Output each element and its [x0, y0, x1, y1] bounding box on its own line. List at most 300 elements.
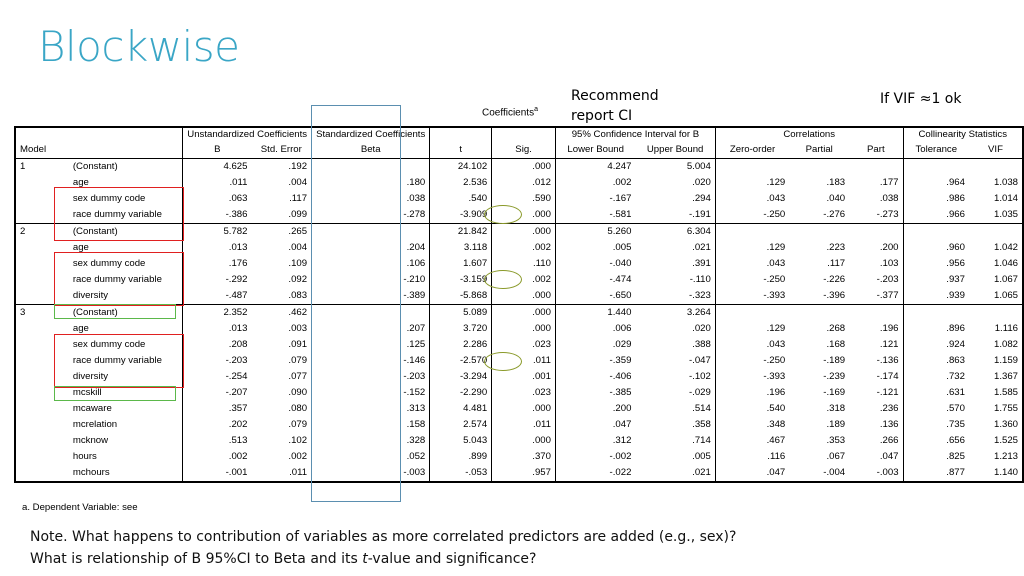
cell-model — [15, 385, 59, 401]
cell-part: -.377 — [876, 290, 899, 301]
cell-beta: .328 — [312, 433, 430, 449]
cell-vif: 1.067 — [993, 274, 1018, 285]
cell-b: -.207 — [183, 385, 252, 401]
header-model: Model — [15, 142, 183, 159]
cell-model — [15, 321, 59, 337]
cell-model: 2 — [15, 224, 59, 241]
cell-var: age — [72, 323, 89, 334]
cell-upper: .005 — [692, 451, 711, 462]
cell-sig: .000 — [492, 305, 556, 322]
cell-vif — [969, 159, 1023, 176]
cell-lower: .005 — [555, 240, 635, 256]
cell-partial — [789, 159, 849, 176]
cell-upper: -.110 — [689, 274, 711, 285]
header-sig: Sig. — [492, 142, 556, 159]
cell-tol: .896 — [903, 321, 969, 337]
cell-t: 24.102 — [430, 159, 492, 176]
cell-upper: .714 — [692, 435, 711, 446]
header-correlations: Correlations — [715, 127, 903, 142]
cell-model — [15, 288, 59, 305]
cell-model — [15, 256, 59, 272]
table-title-sup: a — [534, 106, 538, 113]
cell-zero: -.250 — [715, 272, 789, 288]
cell-t: -3.159 — [430, 272, 492, 288]
cell-se: .090 — [288, 387, 308, 398]
cell-model — [15, 272, 59, 288]
cell-se: .102 — [288, 435, 308, 446]
cell-t: 5.089 — [430, 305, 492, 322]
cell-t: -3.294 — [430, 369, 492, 385]
cell-t: 2.536 — [430, 175, 492, 191]
model3-diversity-highlight — [54, 386, 176, 401]
header-unstandardized: Unstandardized Coefficients — [183, 127, 312, 142]
cell-tol: .631 — [903, 385, 969, 401]
cell-t: -5.868 — [430, 288, 492, 305]
cell-lower: 5.260 — [555, 224, 635, 241]
cell-b: 5.782 — [183, 224, 252, 241]
cell-sig: .023 — [492, 337, 556, 353]
cell-b: 2.352 — [183, 305, 252, 322]
cell-zero: .047 — [715, 465, 789, 482]
cell-var: mcrelation — [72, 419, 118, 430]
cell-beta: -.278 — [312, 207, 430, 224]
cell-vif: 1.360 — [993, 419, 1018, 430]
cell-vif: 1.038 — [993, 177, 1018, 188]
header-blank — [15, 127, 183, 142]
cell-lower: .029 — [555, 337, 635, 353]
cell-tol: .732 — [903, 369, 969, 385]
cell-zero — [715, 159, 789, 176]
cell-var: race dummy variable — [72, 209, 162, 220]
cell-part: -.174 — [876, 371, 899, 382]
cell-tol: .964 — [903, 175, 969, 191]
cell-var: diversity — [72, 371, 109, 382]
cell-t: -2.290 — [430, 385, 492, 401]
cell-upper: .388 — [692, 339, 711, 350]
note-line-1: Note. What happens to contribution of variables as more correlated predictors are added (e.g., sex)? — [30, 529, 737, 545]
cell-partial: .318 — [826, 403, 846, 414]
table-row — [15, 417, 1023, 433]
cell-part: -.121 — [876, 387, 899, 398]
bottom-note — [30, 526, 736, 570]
header-ci: 95% Confidence Interval for B — [555, 127, 715, 142]
cell-part — [849, 305, 903, 322]
cell-lower: -.359 — [555, 353, 635, 369]
cell-partial — [789, 305, 849, 322]
cell-lower: -.474 — [555, 272, 635, 288]
cell-tol: .735 — [903, 417, 969, 433]
cell-vif — [969, 224, 1023, 241]
header-b: B — [183, 142, 252, 159]
cell-se: .092 — [288, 274, 308, 285]
cell-upper: .021 — [692, 467, 711, 478]
cell-part: .038 — [879, 193, 899, 204]
sig-circle-model1 — [484, 205, 522, 224]
cell-partial: .189 — [826, 419, 846, 430]
cell-tol: .877 — [903, 465, 969, 482]
cell-lower: -.581 — [555, 207, 635, 224]
cell-sig: .000 — [492, 288, 556, 305]
cell-vif: 1.035 — [993, 209, 1018, 220]
cell-beta: .180 — [312, 175, 430, 191]
cell-vif: 1.140 — [993, 467, 1018, 478]
cell-se: .192 — [288, 161, 308, 172]
cell-tol: .937 — [903, 272, 969, 288]
cell-sig: .000 — [492, 207, 556, 224]
cell-se: .462 — [251, 305, 311, 322]
cell-se: .080 — [288, 403, 308, 414]
cell-beta: -.152 — [312, 385, 430, 401]
cell-zero — [715, 224, 789, 241]
cell-zero: .043 — [715, 256, 789, 272]
cell-t: 5.043 — [430, 433, 492, 449]
cell-vif — [969, 305, 1023, 322]
cell-var: diversity — [72, 290, 109, 301]
cell-beta: .038 — [312, 191, 430, 207]
recommend-note: Recommend report CI — [571, 88, 659, 124]
cell-sig: .002 — [492, 240, 556, 256]
cell-model — [15, 369, 59, 385]
model2-diversity-highlight — [54, 304, 176, 319]
header-collinearity: Collinearity Statistics — [903, 127, 1023, 142]
cell-lower: -.040 — [555, 256, 635, 272]
cell-var: (Constant) — [72, 161, 118, 172]
cell-partial: .067 — [826, 451, 846, 462]
cell-part: .196 — [879, 323, 899, 334]
cell-model — [15, 353, 59, 369]
cell-se: .011 — [289, 467, 308, 478]
cell-upper: 5.004 — [686, 161, 711, 172]
header-lower-bound: Lower Bound — [555, 142, 635, 159]
cell-se: .109 — [288, 258, 308, 269]
cell-lower: .047 — [555, 417, 635, 433]
cell-var: age — [72, 177, 89, 188]
cell-beta: .204 — [312, 240, 430, 256]
cell-upper: .020 — [692, 323, 711, 334]
cell-sig: .011 — [492, 417, 556, 433]
cell-se: .091 — [288, 339, 308, 350]
cell-model — [15, 175, 59, 191]
cell-part: .177 — [879, 177, 899, 188]
cell-vif: 1.755 — [993, 403, 1018, 414]
cell-zero: .467 — [715, 433, 789, 449]
cell-zero: .129 — [715, 175, 789, 191]
cell-t: 3.720 — [430, 321, 492, 337]
cell-part: .121 — [879, 339, 899, 350]
cell-model — [15, 191, 59, 207]
cell-se: .002 — [288, 451, 308, 462]
header-standardized: Standardized Coefficients — [312, 127, 430, 142]
cell-upper: -.191 — [688, 209, 711, 220]
cell-t: 21.842 — [430, 224, 492, 241]
cell-b: -.292 — [183, 272, 252, 288]
cell-model — [15, 401, 59, 417]
cell-sig: .000 — [492, 159, 556, 176]
slide-title: Blockwise — [38, 22, 240, 71]
cell-partial: -.239 — [823, 371, 846, 382]
header-vif: VIF — [969, 142, 1023, 159]
cell-sig: .011 — [492, 353, 556, 369]
header-std-error: Std. Error — [251, 142, 311, 159]
cell-upper: -.323 — [688, 290, 711, 301]
cell-part — [849, 224, 903, 241]
cell-t: 1.607 — [430, 256, 492, 272]
header-partial: Partial — [789, 142, 849, 159]
cell-upper: -.029 — [688, 387, 711, 398]
cell-tol: .986 — [903, 191, 969, 207]
cell-partial: -.189 — [823, 355, 846, 366]
cell-upper: .358 — [692, 419, 711, 430]
cell-part: -.136 — [876, 355, 899, 366]
cell-part: .266 — [879, 435, 899, 446]
vif-note: If VIF ≈1 ok — [880, 91, 962, 107]
cell-zero: .043 — [715, 191, 789, 207]
cell-b: .176 — [183, 256, 252, 272]
cell-beta: .207 — [312, 321, 430, 337]
cell-part: .047 — [879, 451, 899, 462]
cell-sig: .001 — [492, 369, 556, 385]
cell-lower: .002 — [555, 175, 635, 191]
cell-upper: 6.304 — [635, 224, 715, 241]
cell-part: .103 — [879, 258, 899, 269]
cell-sig: .000 — [492, 433, 556, 449]
cell-b: .002 — [183, 449, 252, 465]
cell-model — [15, 417, 59, 433]
cell-zero: .129 — [715, 240, 789, 256]
cell-partial: -.226 — [823, 274, 846, 285]
cell-beta: .313 — [312, 401, 430, 417]
cell-se: .079 — [288, 355, 308, 366]
table-row — [15, 159, 1023, 176]
cell-tol: .960 — [903, 240, 969, 256]
cell-partial: .117 — [827, 258, 846, 269]
cell-lower: 1.440 — [555, 305, 635, 322]
cell-beta: -.003 — [312, 465, 430, 482]
cell-upper: .391 — [692, 258, 711, 269]
cell-b: 4.625 — [183, 159, 252, 176]
cell-var: race dummy variable — [72, 274, 162, 285]
cell-se: .077 — [288, 371, 308, 382]
cell-zero: .129 — [715, 321, 789, 337]
cell-sig: .590 — [492, 191, 556, 207]
cell-zero: .116 — [715, 449, 789, 465]
cell-b: .202 — [183, 417, 252, 433]
table-title — [482, 106, 538, 118]
cell-var: (Constant) — [59, 305, 183, 322]
cell-upper: .020 — [692, 177, 711, 188]
cell-se: .004 — [288, 177, 308, 188]
cell-partial: -.004 — [823, 467, 846, 478]
cell-t: 3.118 — [430, 240, 492, 256]
cell-var: age — [72, 242, 89, 253]
cell-se: .004 — [288, 242, 308, 253]
cell-t: 2.574 — [430, 417, 492, 433]
cell-sig: .000 — [492, 224, 556, 241]
cell-vif: 1.116 — [994, 323, 1018, 334]
cell-vif: 1.585 — [993, 387, 1018, 398]
cell-partial: -.169 — [823, 387, 846, 398]
cell-var: hours — [72, 451, 97, 462]
cell-t: .540 — [430, 191, 492, 207]
table-row — [15, 401, 1023, 417]
cell-vif: 1.159 — [993, 355, 1018, 366]
cell-partial: .183 — [826, 177, 846, 188]
cell-tol: .924 — [903, 337, 969, 353]
cell-sig: .000 — [492, 321, 556, 337]
cell-sig: .023 — [492, 385, 556, 401]
cell-part: .236 — [879, 403, 899, 414]
model2-predictors-highlight — [54, 252, 184, 306]
cell-lower: 4.247 — [555, 159, 635, 176]
cell-model — [15, 240, 59, 256]
cell-vif: 1.367 — [993, 371, 1018, 382]
cell-lower: -.167 — [555, 191, 635, 207]
cell-lower: -.002 — [555, 449, 635, 465]
cell-beta: .158 — [312, 417, 430, 433]
cell-zero — [715, 305, 789, 322]
header-zero-order: Zero-order — [715, 142, 789, 159]
cell-b: .513 — [183, 433, 252, 449]
model1-predictors-highlight — [54, 187, 184, 241]
cell-var: sex dummy code — [72, 258, 146, 269]
cell-tol: .825 — [903, 449, 969, 465]
cell-tol: .656 — [903, 433, 969, 449]
cell-sig: .000 — [492, 401, 556, 417]
cell-var: mchours — [72, 467, 110, 478]
cell-beta: -.210 — [312, 272, 430, 288]
cell-sig: .110 — [492, 256, 556, 272]
cell-vif: 1.042 — [993, 242, 1018, 253]
cell-var: sex dummy code — [72, 193, 146, 204]
cell-t: -2.570 — [430, 353, 492, 369]
cell-var: race dummy variable — [72, 355, 162, 366]
cell-t: 2.286 — [430, 337, 492, 353]
cell-sig: .012 — [492, 175, 556, 191]
cell-sig: .002 — [492, 272, 556, 288]
cell-partial: -.276 — [823, 209, 846, 220]
cell-model — [15, 433, 59, 449]
cell-part: .136 — [879, 419, 899, 430]
cell-tol — [903, 224, 969, 241]
cell-upper: .294 — [692, 193, 711, 204]
cell-b: .013 — [183, 240, 252, 256]
cell-zero: -.393 — [715, 288, 789, 305]
sig-circle-model3 — [484, 352, 522, 371]
cell-vif: 1.014 — [993, 193, 1018, 204]
cell-model — [15, 207, 59, 224]
cell-b: .013 — [183, 321, 252, 337]
cell-vif: 1.213 — [993, 451, 1018, 462]
cell-se: .099 — [288, 209, 308, 220]
cell-part: .200 — [879, 242, 899, 253]
note-line-2: What is relationship of B 95%CI to Beta and its t-value and significance? — [30, 551, 537, 567]
cell-part: -.203 — [876, 274, 899, 285]
cell-b: -.001 — [183, 465, 252, 482]
cell-part: -.273 — [876, 209, 899, 220]
cell-beta: -.389 — [312, 288, 430, 305]
cell-lower: -.022 — [555, 465, 635, 482]
cell-var: sex dummy code — [72, 339, 146, 350]
cell-partial: .268 — [826, 323, 846, 334]
sig-circle-model2 — [484, 270, 522, 289]
cell-lower: -.406 — [555, 369, 635, 385]
cell-zero: .196 — [715, 385, 789, 401]
cell-zero: .043 — [715, 337, 789, 353]
cell-lower: -.385 — [555, 385, 635, 401]
cell-tol: .863 — [903, 353, 969, 369]
cell-beta: -.203 — [312, 369, 430, 385]
cell-t: -3.909 — [430, 207, 492, 224]
cell-lower: .006 — [555, 321, 635, 337]
cell-vif: 1.525 — [993, 435, 1018, 446]
cell-model: 1 — [20, 161, 26, 172]
cell-partial: -.396 — [823, 290, 846, 301]
cell-partial: .353 — [826, 435, 846, 446]
header-upper-bound: Upper Bound — [635, 142, 715, 159]
cell-vif: 1.046 — [993, 258, 1018, 269]
cell-b: -.386 — [183, 207, 252, 224]
cell-partial: .040 — [826, 193, 846, 204]
table-row — [15, 449, 1023, 465]
cell-var: mcskill — [72, 387, 102, 398]
cell-beta: .052 — [312, 449, 430, 465]
cell-t: 4.481 — [430, 401, 492, 417]
cell-se: .079 — [288, 419, 308, 430]
cell-zero: -.393 — [715, 369, 789, 385]
cell-part: -.003 — [876, 467, 899, 478]
cell-beta: .106 — [312, 256, 430, 272]
cell-zero: -.250 — [715, 353, 789, 369]
header-tolerance: Tolerance — [903, 142, 969, 159]
cell-t: -.053 — [430, 465, 492, 482]
cell-upper: .514 — [692, 403, 711, 414]
cell-partial: .168 — [826, 339, 846, 350]
cell-beta: .125 — [312, 337, 430, 353]
cell-lower: -.650 — [555, 288, 635, 305]
cell-tol: .939 — [903, 288, 969, 305]
cell-model — [15, 465, 59, 482]
cell-lower: .312 — [555, 433, 635, 449]
cell-vif: 1.065 — [993, 290, 1018, 301]
header-beta: Beta — [312, 142, 430, 159]
cell-b: .208 — [183, 337, 252, 353]
cell-b: .063 — [183, 191, 252, 207]
cell-tol — [903, 305, 969, 322]
table-title-text: Coefficients — [482, 107, 535, 119]
cell-upper: -.047 — [688, 355, 711, 366]
cell-zero: .540 — [715, 401, 789, 417]
cell-se: .265 — [251, 224, 311, 241]
cell-model — [15, 449, 59, 465]
cell-se: .117 — [289, 193, 308, 204]
cell-upper: .021 — [692, 242, 711, 253]
cell-sig: .370 — [492, 449, 556, 465]
cell-beta: -.146 — [312, 353, 430, 369]
cell-se: .083 — [288, 290, 308, 301]
cell-tol: .570 — [903, 401, 969, 417]
cell-var: mcknow — [72, 435, 109, 446]
table-row — [15, 433, 1023, 449]
cell-t: .899 — [430, 449, 492, 465]
beta-column-highlight — [311, 105, 401, 502]
cell-var: mcaware — [72, 403, 112, 414]
table-footnote: a. Dependent Variable: see — [22, 502, 138, 513]
cell-tol: .966 — [903, 207, 969, 224]
cell-tol: .956 — [903, 256, 969, 272]
cell-se: .003 — [288, 323, 308, 334]
header-part: Part — [849, 142, 903, 159]
cell-zero: .348 — [715, 417, 789, 433]
